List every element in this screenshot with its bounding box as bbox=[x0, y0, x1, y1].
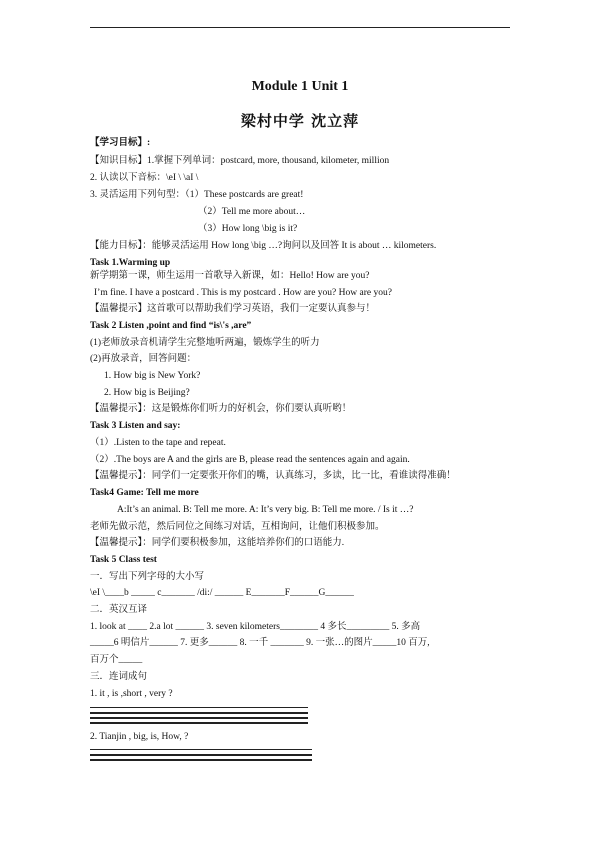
tip-1: 【温馨提示】这首歌可以帮助我们学习英语，我们一定要认真参与！ bbox=[90, 304, 376, 314]
section3-item2: 2. Tianjin , big, is, How, ? bbox=[90, 732, 189, 742]
task2-line2: (2)再放录音，回答问题： bbox=[90, 354, 197, 364]
ability-goal: 【能力目标】：能够灵活运用 How long \big …?询问以及回答 It is about … kilometers. bbox=[90, 241, 437, 251]
task3-heading: Task 3 Listen and say: bbox=[90, 421, 181, 431]
answer-line bbox=[90, 722, 308, 724]
section3-item1: 1. it , is ,short , very ? bbox=[90, 689, 173, 699]
section2-line3: 百万个_____ bbox=[90, 655, 143, 665]
section2-heading: 二．英汉互译 bbox=[90, 605, 148, 615]
task1-line2: I’m fine. I have a postcard . This is my postcard . How are you? How are you? bbox=[94, 288, 392, 298]
tip-2: 【温馨提示】：这是锻炼你们听力的好机会，你们要认真听哟！ bbox=[90, 404, 352, 414]
answer-line bbox=[90, 759, 312, 761]
task2-line1: (1)老师放录音机请学生完整地听两遍，锻炼学生的听力 bbox=[90, 338, 320, 348]
knowledge-goal: 【知识目标】1.掌握下列单词：postcard, more, thousand, kilometer, million bbox=[90, 156, 390, 166]
phonetics-line: 2. 认读以下音标：\eI \ \aI \ bbox=[90, 173, 199, 183]
header-rule bbox=[90, 27, 510, 28]
task2-heading: Task 2 Listen ,point and find “is\'s ,are” bbox=[90, 321, 252, 331]
page-title: Module 1 Unit 1 bbox=[251, 79, 349, 94]
task5-heading: Task 5 Class test bbox=[90, 555, 157, 565]
answer-line bbox=[90, 712, 308, 714]
answer-line bbox=[90, 707, 308, 708]
task2-question2: 2. How big is Beijing? bbox=[104, 388, 190, 398]
task3-line2: （2）.The boys are A and the girls are B, please read the sentences again and again. bbox=[90, 455, 410, 465]
task1-heading: Task 1.Warming up bbox=[90, 258, 171, 268]
task4-heading: Task4 Game: Tell me more bbox=[90, 488, 199, 498]
sentence-pattern-1: 3. 灵活运用下列句型：（1）These postcards are great! bbox=[90, 190, 304, 200]
section1-heading: 一．写出下列字母的大小写 bbox=[90, 572, 205, 582]
section3-heading: 三．连词成句 bbox=[90, 672, 148, 682]
answer-line bbox=[90, 749, 312, 750]
sentence-pattern-2: （2）Tell me more about… bbox=[198, 207, 306, 217]
section2-line2: _____6 明信片______ 7. 更多______ 8. 一千 _______ 9. 一张…的图片_____10 百万, bbox=[90, 638, 430, 648]
task3-line1: （1）.Listen to the tape and repeat. bbox=[90, 438, 226, 448]
answer-line bbox=[90, 717, 308, 719]
learning-goals-heading: 【学习目标】: bbox=[90, 138, 151, 148]
task4-instruction: 老师先做示范，然后同位之间练习对话，互相询问，让他们积极参加。 bbox=[90, 522, 385, 532]
answer-line bbox=[90, 754, 312, 756]
page-subtitle: 梁村中学 沈立萍 bbox=[240, 112, 360, 130]
task1-line1: 新学期第一课，师生运用一首歌导入新课，如：Hello! How are you? bbox=[90, 271, 370, 281]
section1-blanks: \eI \____b _____ c_______ /di:/ ______ E_______F______G______ bbox=[90, 588, 354, 598]
tip-3: 【温馨提示】：同学们一定要张开你们的嘴，认真练习，多读，比一比，看谁读得准确！ bbox=[90, 471, 456, 481]
sentence-pattern-3: （3）How long \big is it? bbox=[198, 224, 298, 234]
task2-question1: 1. How big is New York? bbox=[104, 371, 201, 381]
section2-line1: 1. look at ____ 2.a lot ______ 3. seven kilometers________ 4 多长_________ 5. 多高 bbox=[90, 622, 421, 632]
tip-4: 【温馨提示】：同学们要积极参加，这能培养你们的口语能力. bbox=[90, 538, 345, 548]
task4-dialogue: A:It’s an animal. B: Tell me more. A: It’s very big. B: Tell me more. / Is it …? bbox=[117, 505, 414, 515]
